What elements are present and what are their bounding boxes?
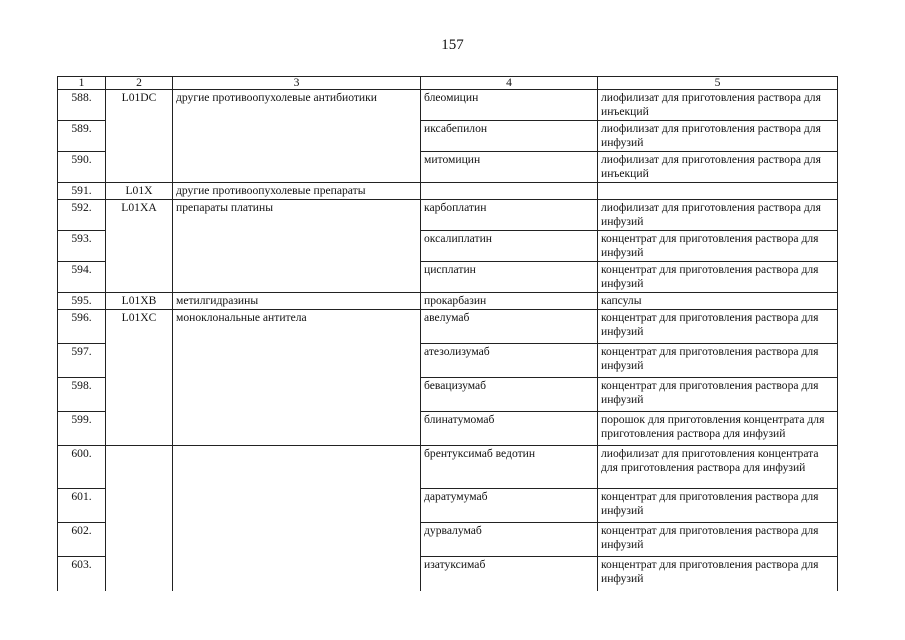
row-number: 599. [58,412,106,446]
dosage-form: концентрат для приготовления раствора для инфузий [598,378,838,412]
drug-name: оксалиплатин [421,231,598,262]
atc-code [106,446,173,489]
atc-group-name [173,557,421,591]
atc-group-name [173,344,421,378]
atc-code [106,262,173,293]
drug-name: блеомицин [421,90,598,121]
drug-name: брентуксимаб ведотин [421,446,598,489]
table-row [58,152,838,183]
drug-name: прокарбазин [421,293,598,310]
atc-group-name [173,121,421,152]
row-number: 597. [58,344,106,378]
table-row [58,262,838,293]
atc-group-name: другие противоопухолевые препараты [173,183,421,200]
drug-name: иксабепилон [421,121,598,152]
table-row [58,489,838,523]
table-row [58,183,838,200]
atc-code: L01XC [106,310,173,344]
atc-code: L01XA [106,200,173,231]
dosage-form: концентрат для приготовления раствора для инфузий [598,310,838,344]
table-row [58,121,838,152]
row-number: 603. [58,557,106,591]
drug-name: даратумумаб [421,489,598,523]
table-header-row [58,77,838,90]
atc-code [106,344,173,378]
dosage-form: порошок для приготовления концентрата для приготовления раствора для инфузий [598,412,838,446]
table-row [58,446,838,489]
table-row [58,523,838,557]
atc-code [106,557,173,591]
atc-group-name [173,523,421,557]
row-number: 592. [58,200,106,231]
row-number: 595. [58,293,106,310]
dosage-form: лиофилизат для приготовления раствора для инфузий [598,121,838,152]
dosage-form: концентрат для приготовления раствора для инфузий [598,231,838,262]
row-number: 601. [58,489,106,523]
atc-group-name: другие противоопухолевые антибиотики [173,90,421,121]
atc-group-name: препараты платины [173,200,421,231]
header-col-3: 3 [173,77,421,90]
row-number: 600. [58,446,106,489]
dosage-form: лиофилизат для приготовления раствора для инъекций [598,90,838,121]
table-row [58,412,838,446]
row-number: 590. [58,152,106,183]
dosage-form [598,183,838,200]
atc-code [106,121,173,152]
atc-group-name [173,152,421,183]
table-row [58,378,838,412]
table-row [58,90,838,121]
dosage-form: концентрат для приготовления раствора для инфузий [598,557,838,591]
table-row [58,231,838,262]
atc-code [106,412,173,446]
table-row [58,200,838,231]
drug-name: цисплатин [421,262,598,293]
header-col-5: 5 [598,77,838,90]
atc-code: L01X [106,183,173,200]
table-row [58,310,838,344]
drug-name: митомицин [421,152,598,183]
drug-name: атезолизумаб [421,344,598,378]
table-row [58,557,838,591]
atc-group-name: моноклональные антитела [173,310,421,344]
drug-name: изатуксимаб [421,557,598,591]
dosage-form: концентрат для приготовления раствора для инфузий [598,523,838,557]
atc-code [106,152,173,183]
atc-code [106,523,173,557]
dosage-form: концентрат для приготовления раствора для инфузий [598,262,838,293]
atc-code [106,489,173,523]
atc-code: L01XB [106,293,173,310]
table-row [58,293,838,310]
row-number: 588. [58,90,106,121]
row-number: 593. [58,231,106,262]
drug-list-table [57,76,838,591]
drug-name: бевацизумаб [421,378,598,412]
table-body [58,90,838,591]
drug-name: авелумаб [421,310,598,344]
dosage-form: концентрат для приготовления раствора для инфузий [598,344,838,378]
header-col-1: 1 [58,77,106,90]
atc-group-name [173,446,421,489]
atc-code [106,231,173,262]
atc-group-name [173,262,421,293]
row-number: 602. [58,523,106,557]
dosage-form: капсулы [598,293,838,310]
dosage-form: лиофилизат для приготовления раствора для инъекций [598,152,838,183]
drug-name: дурвалумаб [421,523,598,557]
atc-code: L01DC [106,90,173,121]
row-number: 589. [58,121,106,152]
row-number: 598. [58,378,106,412]
drug-name [421,183,598,200]
atc-group-name [173,412,421,446]
header-col-2: 2 [106,77,173,90]
drug-name: карбоплатин [421,200,598,231]
atc-group-name [173,378,421,412]
dosage-form: лиофилизат для приготовления концентрата для приготовления раствора для инфузий [598,446,838,489]
dosage-form: лиофилизат для приготовления раствора для инфузий [598,200,838,231]
row-number: 594. [58,262,106,293]
table-row [58,344,838,378]
row-number: 591. [58,183,106,200]
drug-name: блинатумомаб [421,412,598,446]
atc-group-name [173,231,421,262]
header-col-4: 4 [421,77,598,90]
atc-code [106,378,173,412]
atc-group-name: метилгидразины [173,293,421,310]
atc-group-name [173,489,421,523]
row-number: 596. [58,310,106,344]
page-number: 157 [441,37,464,53]
dosage-form: концентрат для приготовления раствора для инфузий [598,489,838,523]
